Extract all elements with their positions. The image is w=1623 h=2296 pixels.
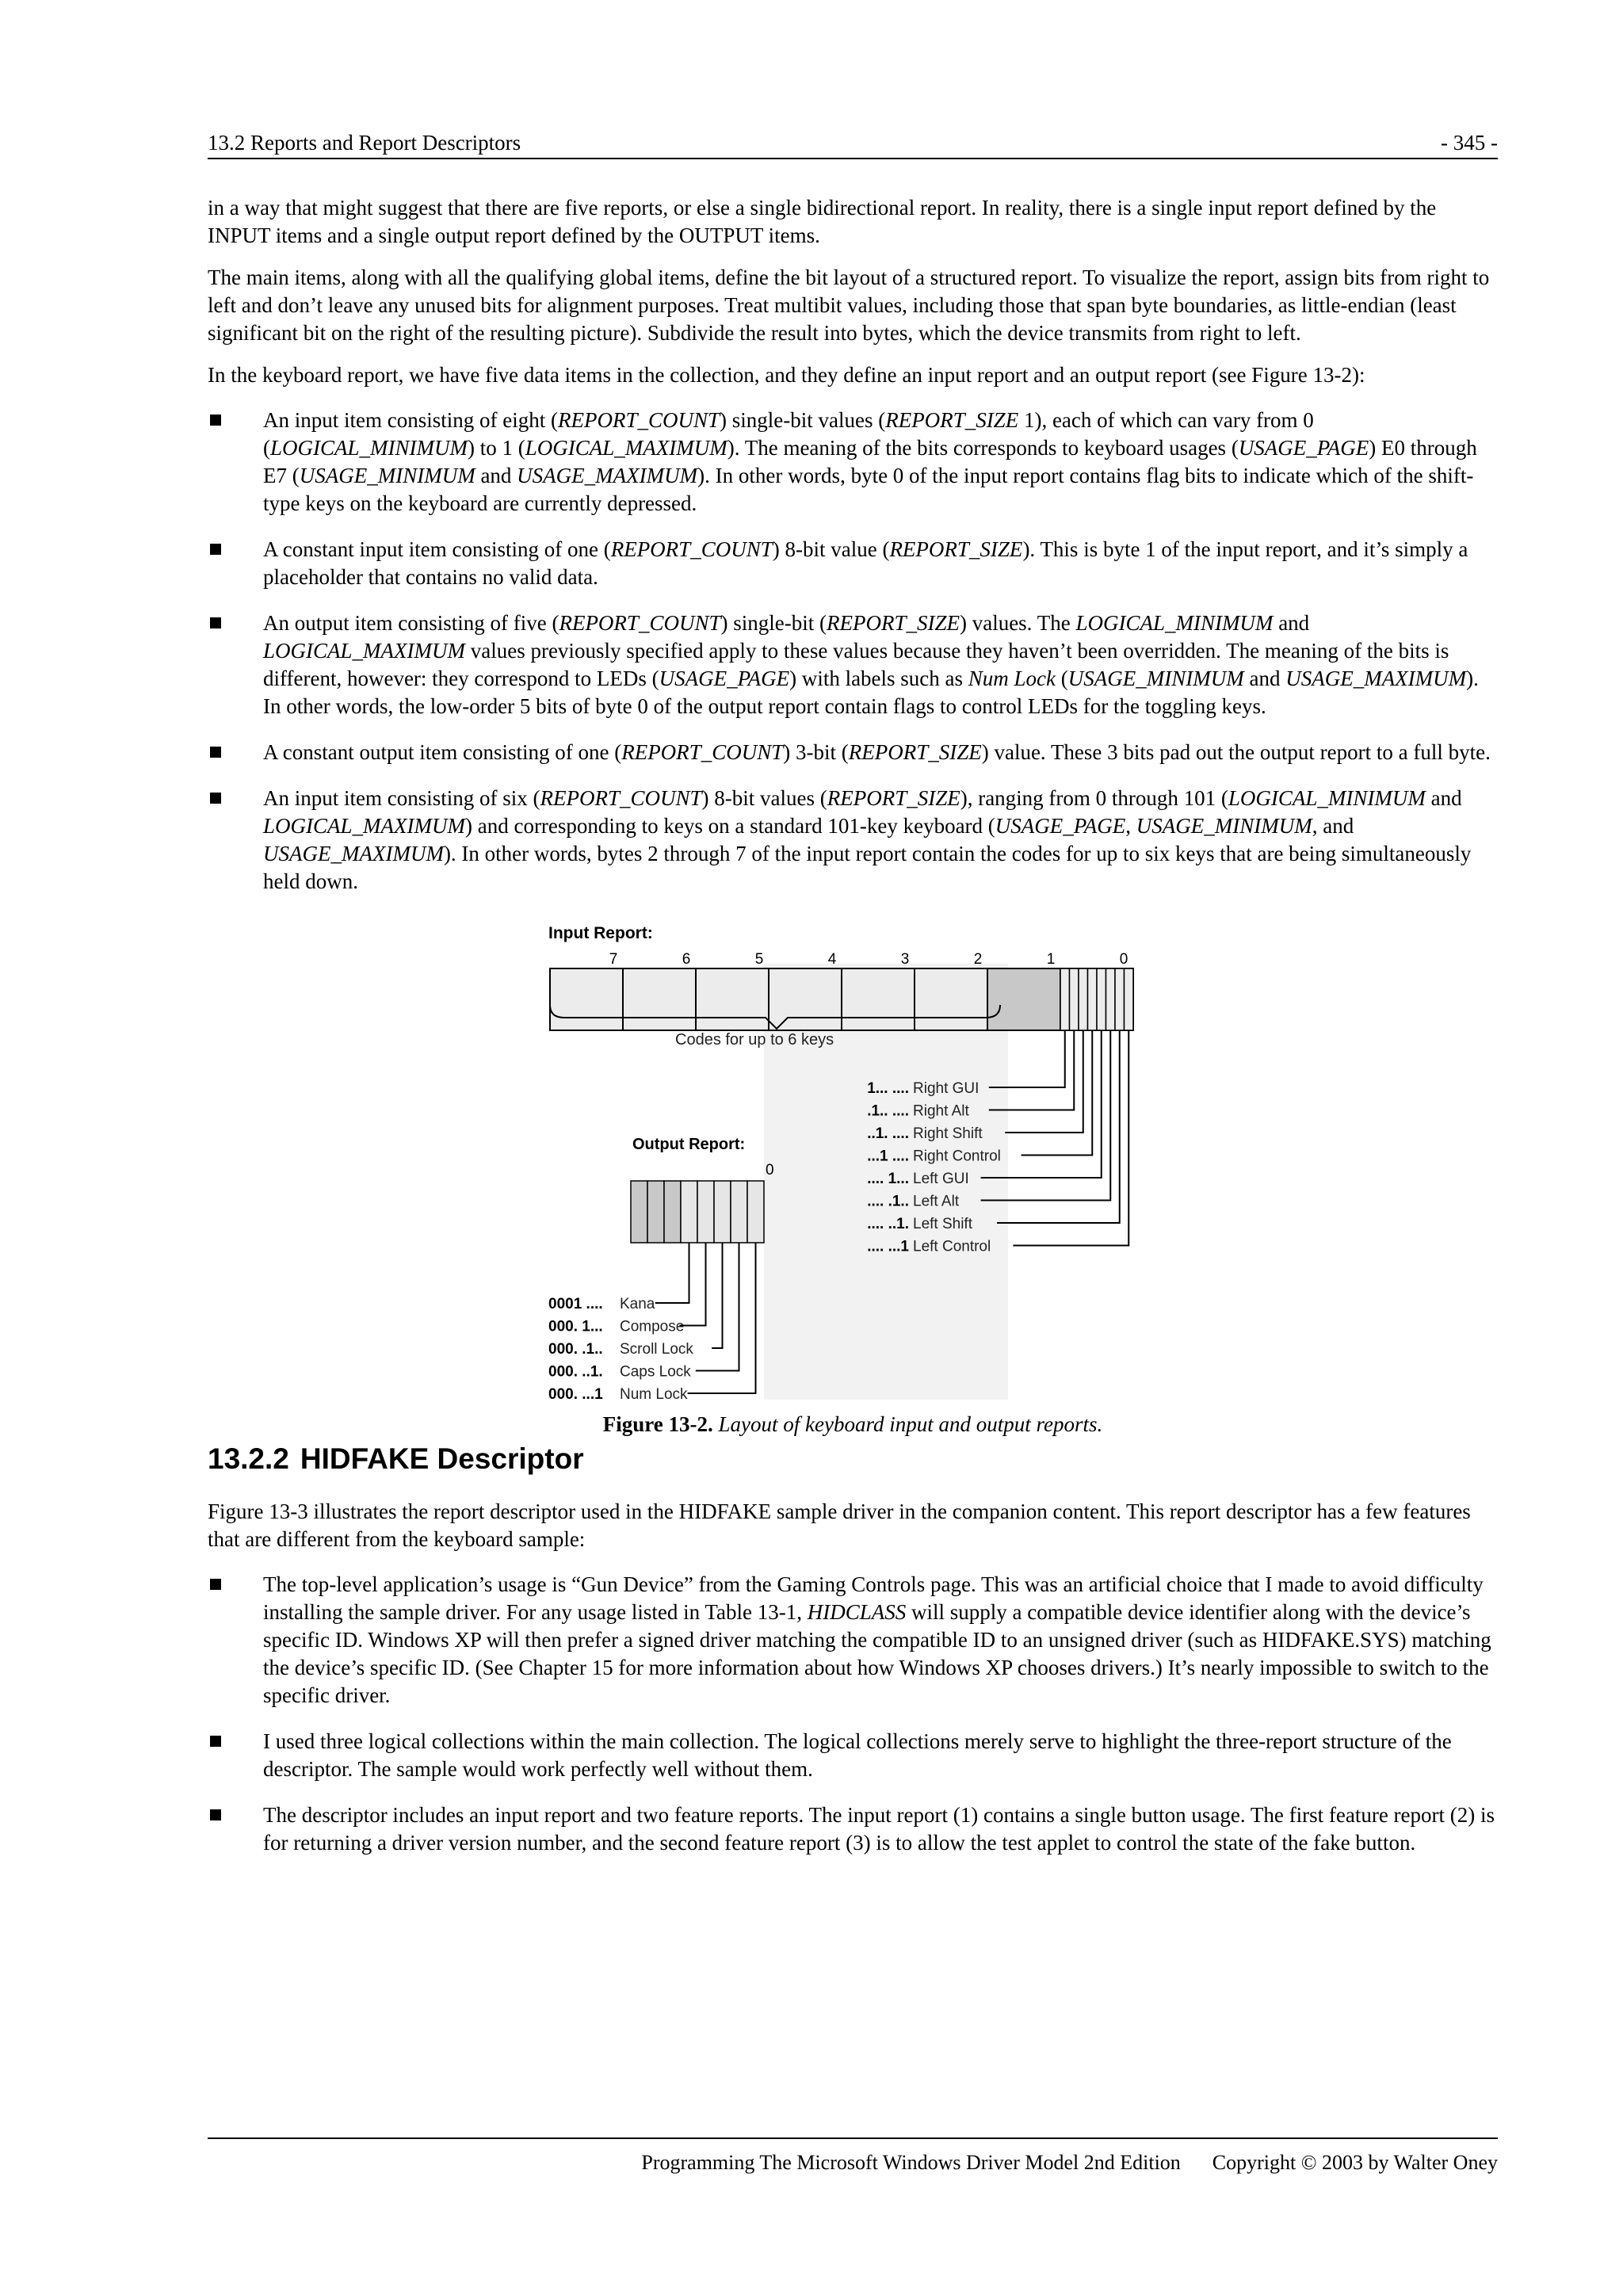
keyboard-report-diagram <box>548 919 1167 1403</box>
codes-label: Codes for up to 6 keys <box>675 1031 834 1049</box>
output-bit-connector <box>712 1243 722 1348</box>
input-bit-cell <box>1097 968 1106 1030</box>
input-byte-cell <box>550 968 623 1030</box>
output-report-byte <box>631 1181 764 1243</box>
header-page-number: - 345 - <box>1441 131 1498 155</box>
input-bit-mask: .1.. .... <box>867 1102 909 1120</box>
bullet-square-icon <box>210 747 221 758</box>
output-bit-connector <box>679 1243 705 1326</box>
running-header <box>208 129 1498 159</box>
input-bit-name: Left GUI <box>913 1171 969 1187</box>
input-bit-mask: 1... .... <box>867 1080 909 1097</box>
input-bit-name: Left Control <box>913 1238 991 1255</box>
output-bit-connector <box>696 1243 739 1371</box>
list-item: An input item consisting of eight (REPORT_COUNT) single-bit values (REPORT_SIZE 1), each of which can vary from 0 (LOGICAL_MINIMUM) to 1 (LOGICAL_MAXIMUM). The meaning of the bits corresponds to keyboard usages (USAGE_PAGE) E0 through E7 (USAGE_MINIMUM and USAGE_MAXIMUM). In other words, byte 0 of the input report contains flag bits to indicate which of the shift-type keys on the keyboard are currently depressed. <box>208 407 1498 518</box>
input-byte-cell <box>987 968 1060 1030</box>
paragraph: Figure 13-3 illustrates the report descriptor used in the HIDFAKE sample driver in the companion content. This report descriptor has a few features that are different from the keyboard sample: <box>208 1499 1471 1551</box>
input-bit-mask: .... 1... <box>867 1171 909 1187</box>
byte-label: 5 <box>754 951 764 968</box>
input-bit-mask: ...1 .... <box>867 1148 909 1165</box>
list-item: A constant output item consisting of one (REPORT_COUNT) 3-bit (REPORT_SIZE) value. These 3 bits pad out the output report to a full byte. <box>208 739 1498 766</box>
figure-caption <box>208 1411 1498 1438</box>
input-bit-cell <box>1106 968 1116 1030</box>
byte-label: 4 <box>827 951 837 968</box>
output-bit-name: Num Lock <box>620 1386 688 1403</box>
input-bit-cell <box>1115 968 1125 1030</box>
running-footer <box>208 2137 1498 2176</box>
output-report-title: Output Report: <box>632 1136 746 1153</box>
output-bit-name: Caps Lock <box>620 1363 691 1381</box>
input-bit-name: Right Alt <box>913 1102 969 1120</box>
header-section: 13.2 Reports and Report Descriptors <box>208 131 521 155</box>
output-bit-cell <box>697 1181 714 1243</box>
paragraph: The main items, along with all the qualifying global items, define the bit layout of a structured report. To visualize the report, assign bits from right to left and don’t leave any unused bits for alignment purposes. Treat multibit values, including those that span byte boundaries, as little-endian (least significant bit on the right of the resulting picture). Subdivide the result into bytes, which the device transmits from right to left. <box>208 266 1490 345</box>
byte-label: 7 <box>609 951 618 968</box>
input-bit-cell <box>1070 968 1079 1030</box>
output-bit-cell <box>747 1181 764 1243</box>
input-bit-connector <box>1013 1030 1128 1246</box>
footer-copyright: Copyright © 2003 by Walter Oney <box>1212 2151 1498 2174</box>
output-bit-labels <box>548 1243 756 1403</box>
input-bit-mask: ..1. .... <box>867 1125 909 1142</box>
input-bit-mask: .... ..1. <box>867 1216 909 1232</box>
list-item: An output item consisting of five (REPORT_COUNT) single-bit (REPORT_SIZE) values. The LOGICAL_MINIMUM and LOGICAL_MAXIMUM values previously specified apply to these values because they haven’t been overridden. The meaning of the bits is different, however: they correspond to LEDs (USAGE_PAGE) with labels such as Num Lock (USAGE_MINIMUM and USAGE_MAXIMUM). In other words, the low-order 5 bits of byte 0 of the output report contain flags to control LEDs for the toggling keys. <box>208 609 1498 720</box>
input-byte-cell <box>915 968 987 1030</box>
output-bit-mask: 000. .1.. <box>548 1341 603 1358</box>
output-bit-mask: 000. ...1 <box>548 1386 603 1403</box>
list-item: The top-level application’s usage is “Gun Device” from the Gaming Controls page. This was an artificial choice that I made to avoid difficulty installing the sample driver. For any usage listed in Table 13-1, HIDCLASS will supply a compatible device identifier along with the device’s specific ID. Windows XP will then prefer a signed driver matching the compatible ID to an unsigned driver (such as HIDFAKE.SYS) matching the device’s specific ID. (See Chapter 15 for more information about how Windows XP chooses drivers.) It’s nearly impossible to switch to the specific driver. <box>208 1571 1498 1710</box>
bullet-square-icon <box>210 1579 221 1590</box>
section-number: 13.2.2 <box>208 1442 289 1475</box>
byte-label: 3 <box>900 951 910 968</box>
input-byte-cell <box>769 968 842 1030</box>
output-bit-connector <box>655 1243 689 1303</box>
bullet-square-icon <box>210 544 221 555</box>
input-bit-name: Right Control <box>913 1148 1001 1165</box>
section-title: HIDFAKE Descriptor <box>300 1442 584 1475</box>
input-bit-connector <box>1022 1030 1093 1156</box>
caption-text: Layout of keyboard input and output reports. <box>718 1412 1103 1436</box>
paragraph: in a way that might suggest that there are five reports, or else a single bidirectional report. In reality, there is a single input report defined by the INPUT items and a single output report defined by the OUTPUT items. <box>208 196 1437 247</box>
bullet-square-icon <box>210 793 221 804</box>
output-bit-cell <box>647 1181 664 1243</box>
output-bit-cell <box>681 1181 697 1243</box>
footer-book-title: Programming The Microsoft Windows Driver Model 2nd Edition <box>641 2151 1181 2174</box>
bullet-square-icon <box>210 415 221 426</box>
input-bit-name: Left Shift <box>913 1216 972 1232</box>
output-bit-name: Compose <box>620 1318 685 1335</box>
body-text <box>208 194 1498 1875</box>
bullet-list-keyboard-items <box>208 407 1498 896</box>
input-byte-cell <box>696 968 769 1030</box>
input-bit-cell <box>1060 968 1070 1030</box>
list-item: The descriptor includes an input report and two feature reports. The input report (1) contains a single button usage. The first feature report (2) is for returning a driver version number, and the second feature report (3) is to allow the test applet to control the state of the fake button. <box>208 1801 1498 1857</box>
bullet-list-hidfake-features <box>208 1571 1498 1857</box>
input-bit-cell <box>1079 968 1088 1030</box>
output-byte-label: 0 <box>766 1162 774 1179</box>
output-bit-cell <box>664 1181 681 1243</box>
input-bit-connector <box>1005 1030 1083 1133</box>
input-bit-mask: .... .1.. <box>867 1193 909 1210</box>
bullet-square-icon <box>210 1736 221 1747</box>
caption-label: Figure 13-2. <box>602 1412 713 1436</box>
output-bit-name: Scroll Lock <box>620 1341 693 1358</box>
list-item: I used three logical collections within the main collection. The logical collections merely serve to highlight the three-report structure of the descriptor. The sample would work perfectly well without them. <box>208 1728 1498 1783</box>
byte-label: 2 <box>973 951 983 968</box>
output-bit-cell <box>714 1181 731 1243</box>
input-byte-cell <box>623 968 696 1030</box>
output-bit-cell <box>631 1181 647 1243</box>
input-byte-cell <box>842 968 915 1030</box>
output-bit-name: Kana <box>620 1296 655 1312</box>
input-bit-name: Right Shift <box>913 1125 983 1142</box>
output-bit-mask: 0001 .... <box>548 1296 603 1312</box>
byte-label: 0 <box>1119 951 1128 968</box>
section-heading <box>208 1442 1498 1476</box>
output-bit-mask: 000. 1... <box>548 1318 603 1335</box>
byte-label: 6 <box>682 951 691 968</box>
output-bit-cell <box>731 1181 747 1243</box>
input-report-bytes <box>550 968 1133 1030</box>
figure-13-2 <box>208 919 1498 1442</box>
input-bit-mask: .... ...1 <box>867 1238 909 1255</box>
output-bit-mask: 000. ..1. <box>548 1363 603 1381</box>
bullet-square-icon <box>210 617 221 628</box>
input-bit-cell <box>1088 968 1098 1030</box>
bullet-square-icon <box>210 1809 221 1820</box>
input-report-title: Input Report: <box>548 924 653 942</box>
list-item: An input item consisting of six (REPORT_COUNT) 8-bit values (REPORT_SIZE), ranging from 0 through 101 (LOGICAL_MINIMUM and LOGICAL_MAXIMUM) and corresponding to keys on a standard 101-key keyboard (USAGE_PAGE, USAGE_MINIMUM, and USAGE_MAXIMUM). In other words, bytes 2 through 7 of the input report contain the codes for up to six keys that are being simultaneously held down. <box>208 785 1498 896</box>
input-bit-name: Left Alt <box>913 1193 960 1210</box>
paragraph: In the keyboard report, we have five data items in the collection, and they define an input report and an output report (see Figure 13-2): <box>208 363 1365 387</box>
byte-label: 1 <box>1046 951 1056 968</box>
list-item: A constant input item consisting of one (REPORT_COUNT) 8-bit value (REPORT_SIZE). This is byte 1 of the input report, and it’s simply a placeholder that contains no valid data. <box>208 536 1498 591</box>
input-bit-cell <box>1125 968 1134 1030</box>
input-bit-name: Right GUI <box>913 1080 980 1097</box>
